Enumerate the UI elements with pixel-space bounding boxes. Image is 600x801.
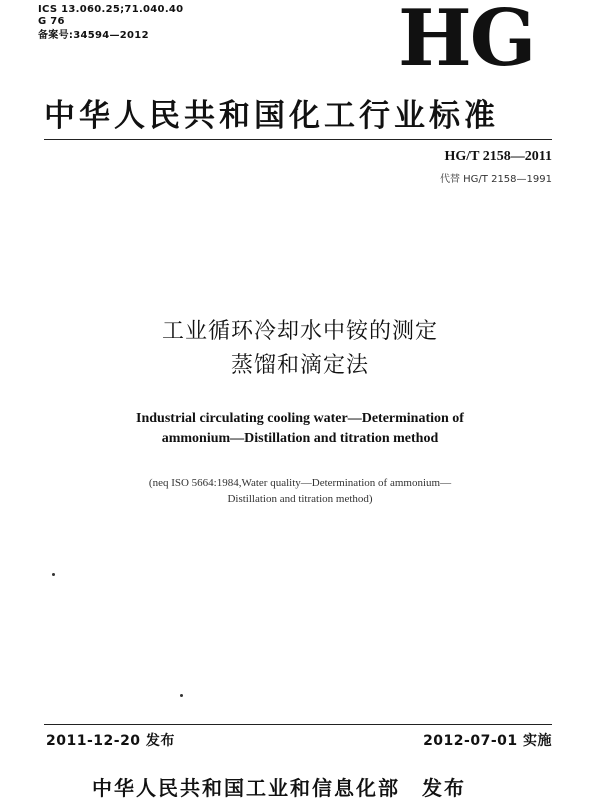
issuing-authority: 中华人民共和国工业和信息化部 发布 (92, 776, 466, 800)
scan-speck (52, 573, 55, 576)
standard-category: 中华人民共和国化工行业标准 (44, 98, 499, 134)
title-en-line1: Industrial circulating cooling water—Determination of (136, 411, 464, 426)
equivalence-line2: Distillation and titration method) (227, 493, 373, 505)
ics-code: ICS 13.060.25;71.040.40 (38, 4, 184, 15)
equivalence-line1: (neq ISO 5664:1984,Water quality—Determination of ammonium— (148, 477, 452, 489)
title-cn-line2: 蒸馏和滴定法 (230, 353, 369, 378)
registration-number: 备案号:34594—2012 (38, 30, 149, 41)
header-divider (44, 139, 552, 140)
title-cn-line1: 工业循环冷却水中铵的测定 (161, 319, 438, 344)
classification-code: G 76 (38, 16, 65, 27)
publish-date: 2011-12-20 发布 (46, 733, 175, 749)
replaces-standard: 代替 HG/T 2158—1991 (439, 174, 552, 185)
footer-divider (44, 724, 552, 725)
hg-logo: HG (398, 0, 535, 84)
title-en-line2: ammonium—Distillation and titration method (161, 431, 439, 446)
scan-speck (180, 694, 183, 697)
standard-code: HG/T 2158—2011 (444, 149, 552, 164)
implementation-date: 2012-07-01 实施 (423, 733, 552, 749)
